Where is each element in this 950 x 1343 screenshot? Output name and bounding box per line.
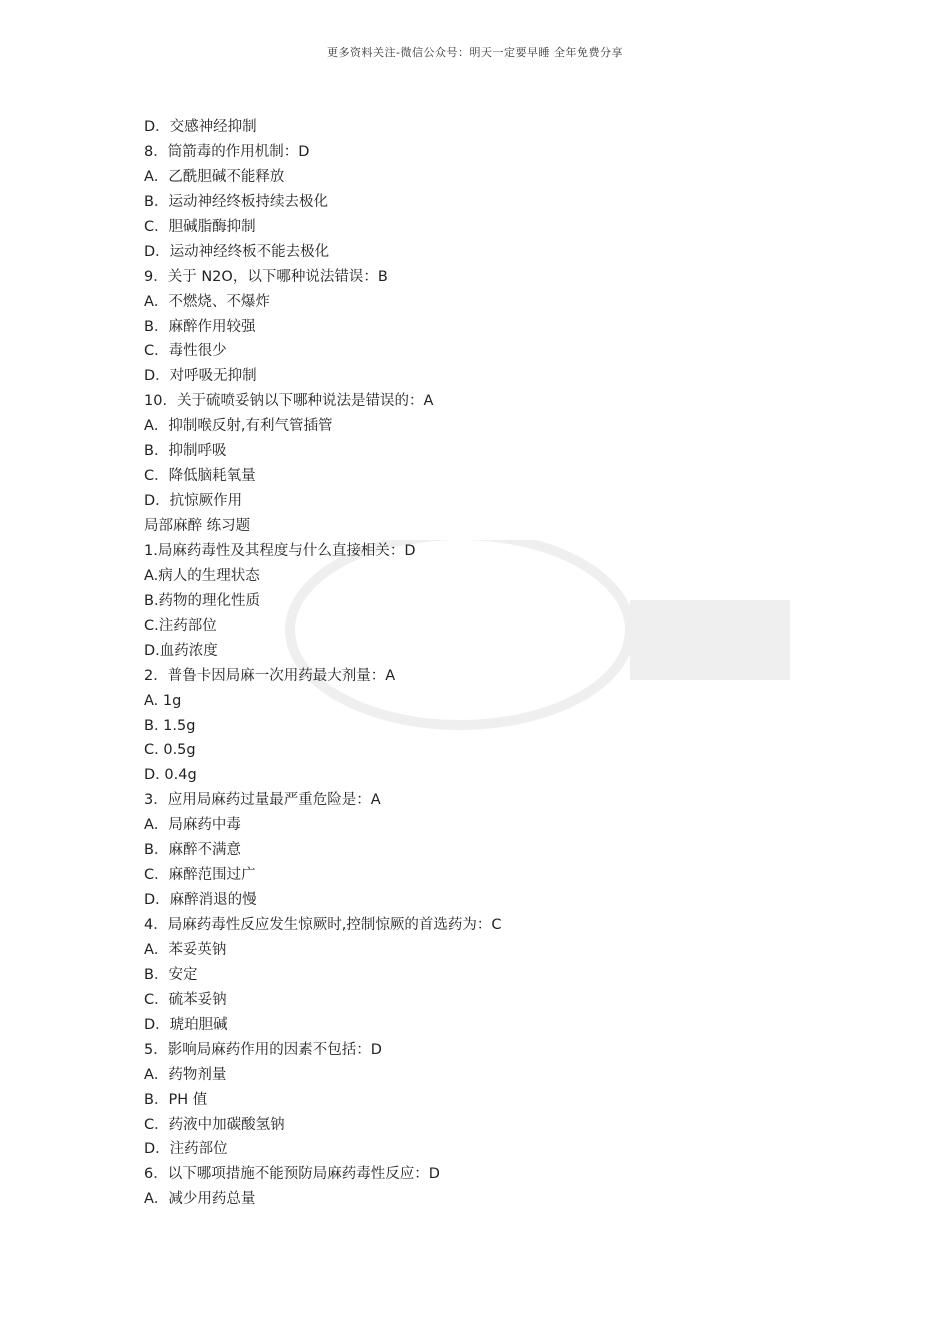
text-line: C．毒性很少 xyxy=(144,343,227,360)
text-line: 6．以下哪项措施不能预防局麻药毒性反应：D xyxy=(144,1166,440,1183)
text-line: 8．筒箭毒的作用机制：D xyxy=(144,143,310,160)
text-line: D．注药部位 xyxy=(144,1141,228,1158)
text-line: 4．局麻药毒性反应发生惊厥时,控制惊厥的首选药为：C xyxy=(144,917,502,933)
text-line: C．降低脑耗氧量 xyxy=(144,468,256,485)
text-line: A．不燃烧、不爆炸 xyxy=(144,293,270,310)
text-line: A．局麻药中毒 xyxy=(144,817,241,834)
text-line: 局部麻醉 练习题 xyxy=(144,518,251,534)
page-header: 更多资料关注-微信公众号：明天一定要早睡 全年免费分享 xyxy=(327,46,623,59)
text-line: 5．影响局麻药作用的因素不包括：D xyxy=(144,1041,382,1058)
text-line: C．胆碱脂酶抑制 xyxy=(144,218,256,235)
text-line: D．交感神经抑制 xyxy=(144,119,257,135)
text-line: 2．普鲁卡因局麻一次用药最大剂量：A xyxy=(144,667,396,684)
text-line: B. 1.5g xyxy=(144,717,196,734)
text-line: 1.局麻药毒性及其程度与什么直接相关：D xyxy=(144,542,416,559)
text-line: D．对呼吸无抑制 xyxy=(144,368,257,385)
text-line: A．减少用药总量 xyxy=(144,1191,256,1208)
text-line: B．麻醉不满意 xyxy=(144,842,241,859)
text-line: A．抑制喉反射,有利气管插管 xyxy=(144,418,333,435)
text-line: C．药液中加碳酸氢钠 xyxy=(144,1116,285,1133)
text-line: A．苯妥英钠 xyxy=(144,941,227,958)
text-line: C．麻醉范围过广 xyxy=(144,867,256,884)
text-line: D. 0.4g xyxy=(144,767,197,784)
text-line: D.血药浓度 xyxy=(144,642,218,659)
text-line: B．麻醉作用较强 xyxy=(144,318,256,335)
text-line: A．乙酰胆碱不能释放 xyxy=(144,168,285,185)
text-line: B.药物的理化性质 xyxy=(144,592,261,609)
text-line: A．药物剂量 xyxy=(144,1066,227,1083)
text-line: C. 0.5g xyxy=(144,742,196,759)
text-line: C.注药部位 xyxy=(144,617,217,634)
text-line: 3．应用局麻药过量最严重危险是：A xyxy=(144,792,381,809)
text-line: B．运动神经终板持续去极化 xyxy=(144,193,328,210)
text-line: D．抗惊厥作用 xyxy=(144,493,243,510)
text-line: B．安定 xyxy=(144,966,198,983)
text-line: 9．关于 N2O，以下哪种说法错误：B xyxy=(144,268,388,285)
text-line: B．抑制呼吸 xyxy=(144,443,227,460)
text-line: D．琥珀胆碱 xyxy=(144,1016,228,1033)
text-line: D．运动神经终板不能去极化 xyxy=(144,243,330,260)
text-line: B．PH 值 xyxy=(144,1091,208,1108)
document-body xyxy=(144,115,844,1212)
text-line: A.病人的生理状态 xyxy=(144,567,260,584)
text-line: C．硫苯妥钠 xyxy=(144,991,227,1008)
text-line: D．麻醉消退的慢 xyxy=(144,892,257,909)
text-line: A. 1g xyxy=(144,692,182,709)
text-line: 10．关于硫喷妥钠以下哪种说法是错误的：A xyxy=(144,393,434,410)
